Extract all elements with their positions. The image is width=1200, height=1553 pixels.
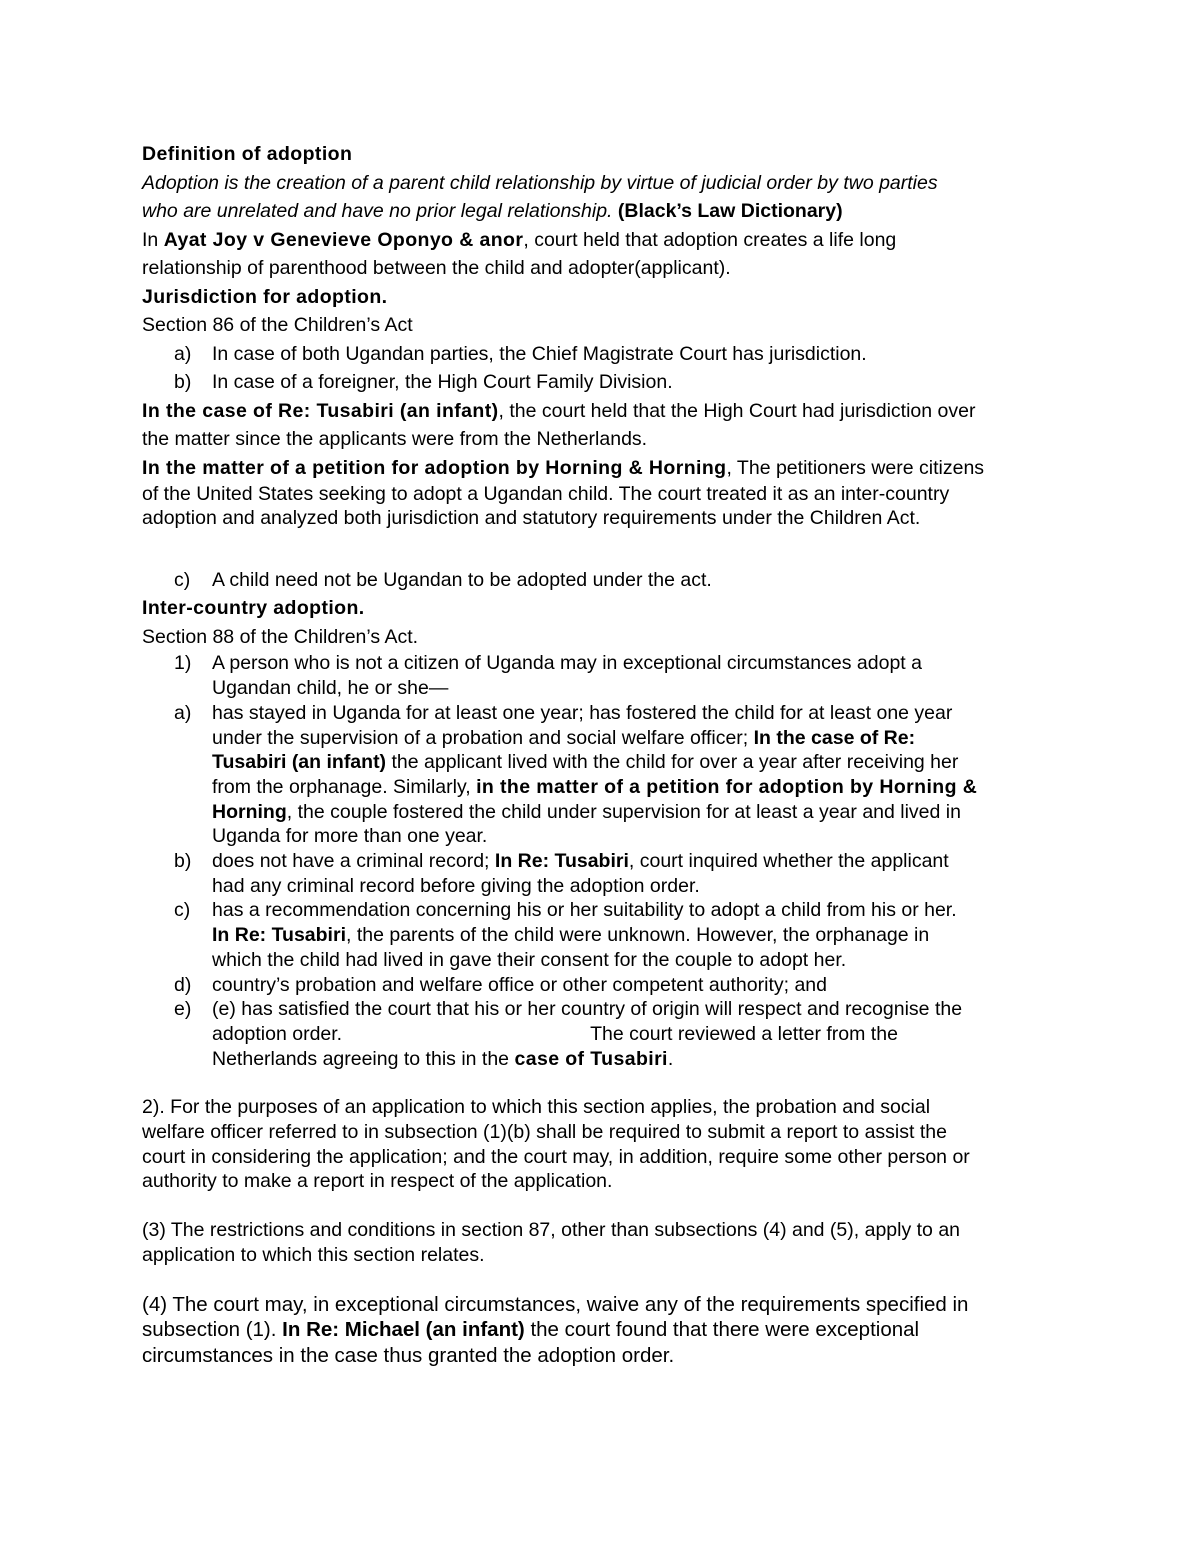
section-86-label: Section 86 of the Children’s Act: [142, 314, 413, 336]
list-item: 1) A person who is not a citizen of Uganda may in exceptional circumstances adopt a Ugandan child, he or she—: [174, 652, 922, 700]
list-item: a) has stayed in Uganda for at least one year; has fostered the child for at least one year under the supervision of a probation and social welfare officer; In the case of Re: Tusabiri (an infant) the applicant lived with the child for over a year after receiving her from the orphanage. Similarly, in the matter of a petition for adoption by Horning & Horning, the couple fostered the child under supervision for at least a year and lived in Uganda for more than one year.: [174, 701, 978, 848]
horning-paragraph: In the matter of a petition for adoption by Horning & Horning, The petitioners were citizens of the United States seeking to adopt a Ugandan child. The court treated it as an inter-country adoption and analyzed both jurisdiction and statutory requirements under the Children Act.: [142, 456, 985, 530]
definition-paragraph: Adoption is the creation of a parent child relationship by virtue of judicial order by two parties who are unrelated and have no prior legal relationship. (Black’s Law Dictionary): [142, 171, 938, 222]
list-item: e) (e) has satisfied the court that his or her country of origin will respect and recognise the adoption order. The court reviewed a letter from the Netherlands agreeing to this in the case of Tusabiri.: [174, 998, 963, 1070]
list-item: a) In case of both Ugandan parties, the Chief Magistrate Court has jurisdiction.: [174, 342, 867, 365]
subsection-2-paragraph: 2). For the purposes of an application to which this section applies, the probation and social welfare officer referred to in subsection (1)(b) shall be required to submit a report to assist the court in considering the application; and the court may, in addition, require some other person or authority to make a report in respect of the application.: [142, 1096, 970, 1193]
list-item: d) country’s probation and welfare office or other competent authority; and: [174, 973, 827, 996]
definition-heading: Definition of adoption: [142, 143, 353, 165]
list-item: b) In case of a foreigner, the High Court Family Division.: [174, 371, 673, 393]
case-name-horning: In the matter of a petition for adoption by Horning & Horning: [142, 456, 727, 479]
inter-country-heading: Inter-country adoption.: [142, 597, 365, 620]
case-name-tusabiri: In the case of Re: Tusabiri (an infant): [142, 399, 499, 422]
list-item: c) has a recommendation concerning his or her suitability to adopt a child from his or her. In Re: Tusabiri, the parents of the child were unknown. However, the orphanage in which the child had lived in gave their consent for the couple to adopt her.: [174, 899, 957, 971]
list-item: b) does not have a criminal record; In Re: Tusabiri, court inquired whether the applicant had any criminal record before giving the adoption order.: [174, 850, 949, 897]
subsection-4-paragraph: (4) The court may, in exceptional circumstances, waive any of the requirements specified in subsection (1). In Re: Michael (an infant) the court found that there were exceptional circumstances in the case thus granted the adoption order.: [142, 1292, 969, 1367]
ayat-paragraph: In Ayat Joy v Genevieve Oponyo & anor, court held that adoption creates a life long relationship of parenthood between the child and adopter(applicant).: [142, 228, 897, 279]
jurisdiction-heading: Jurisdiction for adoption.: [142, 285, 388, 308]
case-name-ayat: Ayat Joy v Genevieve Oponyo & anor: [163, 228, 524, 251]
document-body: [142, 140, 1072, 1368]
section-88-label: Section 88 of the Children’s Act.: [142, 625, 419, 648]
subsection-3-paragraph: (3) The restrictions and conditions in section 87, other than subsections (4) and (5), apply to an application to which this section relates.: [142, 1219, 961, 1266]
tusabiri-paragraph: In the case of Re: Tusabiri (an infant), the court held that the High Court had jurisdiction over the matter since the applicants were from the Netherlands.: [142, 399, 976, 450]
case-name-michael: In Re: Michael (an infant): [282, 1318, 525, 1342]
list-item: c) A child need not be Ugandan to be adopted under the act.: [174, 568, 712, 591]
